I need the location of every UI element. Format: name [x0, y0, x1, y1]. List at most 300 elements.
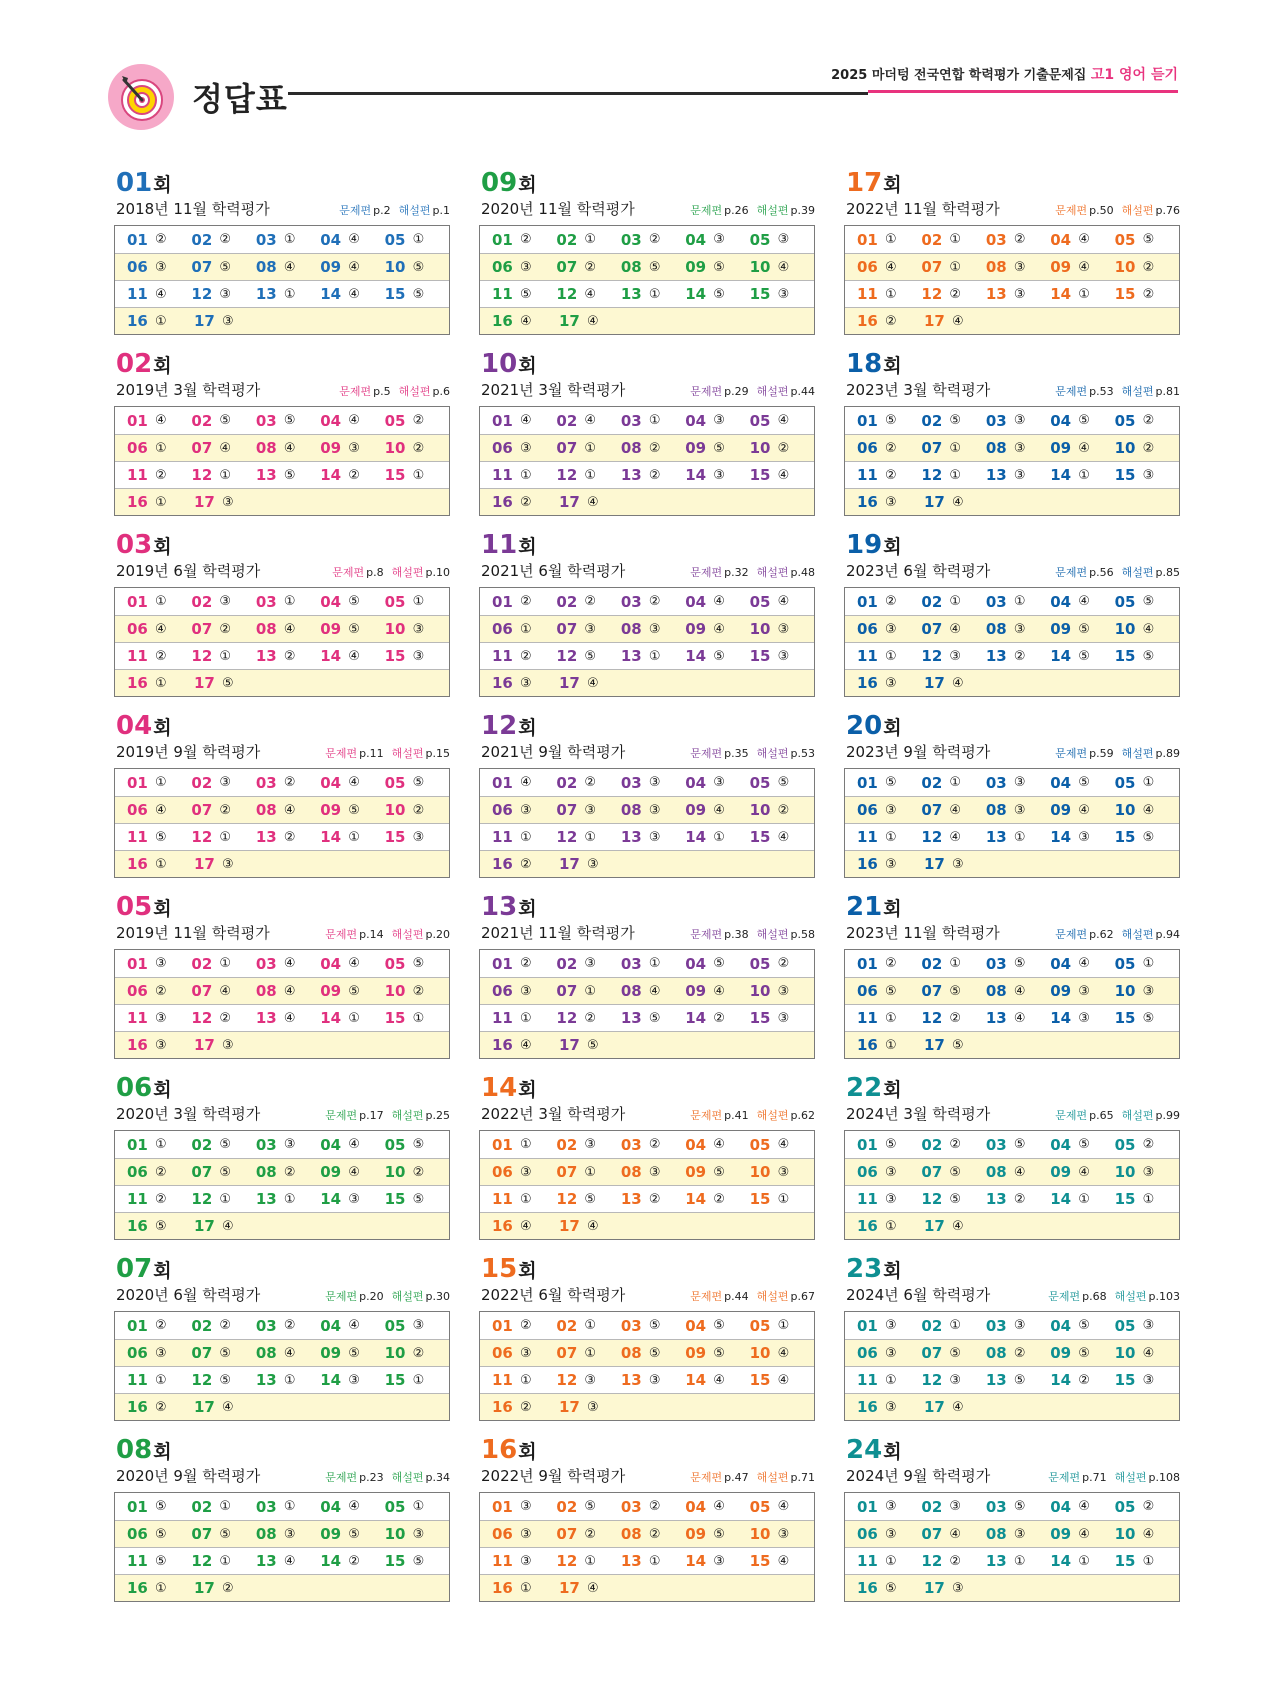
- answer-choice: ③: [648, 802, 661, 818]
- page-references: [690, 745, 815, 761]
- block-heading: [116, 711, 172, 741]
- problem-page: p.68: [1082, 1290, 1107, 1303]
- answer-choice: ③: [584, 802, 597, 818]
- answer-cell: [857, 493, 924, 511]
- answer-table: [479, 406, 815, 516]
- test-number-suffix: 회: [153, 355, 172, 377]
- question-number: 04: [1050, 1497, 1072, 1516]
- exam-title: 2024년 9월 학력평가: [846, 1467, 991, 1485]
- answer-cell: [857, 1552, 921, 1570]
- question-number: 15: [749, 828, 771, 846]
- question-number: 12: [191, 647, 213, 665]
- answer-cell: [556, 1552, 620, 1570]
- answer-choice: ③: [412, 648, 425, 664]
- answer-cell: [559, 855, 626, 873]
- answer-choice: ①: [885, 1010, 897, 1026]
- question-number: 02: [921, 1135, 943, 1154]
- answer-choice: ①: [219, 1191, 232, 1207]
- answer-cell: [256, 285, 320, 303]
- answer-choice: ③: [885, 1526, 897, 1542]
- page-references: [325, 745, 450, 761]
- answer-row: [845, 280, 1179, 307]
- question-number: 04: [1050, 411, 1072, 430]
- question-number: 14: [685, 1009, 707, 1027]
- answer-cell: [921, 593, 985, 611]
- question-number: 10: [384, 1525, 406, 1543]
- question-number: 17: [924, 493, 945, 511]
- question-number: 15: [1114, 828, 1136, 846]
- question-number: 17: [924, 312, 945, 330]
- answer-cell: [559, 312, 626, 330]
- question-number: 10: [749, 1344, 771, 1362]
- question-number: 02: [556, 592, 578, 611]
- answer-choice: ②: [155, 648, 167, 664]
- answer-choice: ④: [1013, 1010, 1026, 1026]
- problem-label: 문제편: [1055, 747, 1088, 760]
- answer-choice: ③: [1013, 802, 1026, 818]
- answer-cell: [492, 1525, 556, 1543]
- exam-title: 2021년 11월 학력평가: [481, 924, 635, 942]
- answer-choice: ③: [520, 675, 532, 691]
- question-number: 14: [685, 647, 707, 665]
- answer-choice: ②: [1142, 440, 1155, 456]
- question-number: 11: [127, 285, 148, 303]
- answer-row: [115, 1185, 449, 1212]
- answer-cell: [1050, 439, 1114, 457]
- question-number: 16: [127, 1217, 148, 1235]
- answer-cell: [1115, 620, 1179, 638]
- page-title: 정답표: [192, 80, 288, 118]
- answer-choice: ③: [1142, 467, 1155, 483]
- answer-choice: ①: [412, 1499, 425, 1514]
- answer-cell: [256, 801, 320, 819]
- answer-cell: [621, 258, 685, 276]
- answer-row: [115, 1004, 449, 1031]
- answer-cell: [986, 1163, 1050, 1181]
- answer-choice: ⑤: [1142, 829, 1155, 845]
- answer-cell: [556, 1009, 620, 1027]
- answer-choice: ①: [584, 1318, 597, 1333]
- answer-cell: [1050, 1163, 1114, 1181]
- answer-row: [115, 1339, 449, 1366]
- question-number: 08: [985, 1525, 1007, 1543]
- answer-choice: ②: [520, 494, 532, 510]
- answer-cell: [320, 1344, 384, 1362]
- question-number: 02: [556, 954, 578, 973]
- question-number: 03: [985, 411, 1007, 430]
- question-number: 08: [620, 258, 642, 276]
- answer-cell: [621, 1371, 685, 1389]
- question-number: 13: [255, 466, 277, 484]
- answer-cell: [492, 1552, 556, 1570]
- test-number-suffix: 회: [153, 898, 172, 920]
- answer-row: [845, 1574, 1179, 1601]
- answer-choice: ⑤: [155, 1218, 167, 1234]
- question-number: 17: [559, 1217, 580, 1235]
- test-number: 22: [846, 1073, 883, 1103]
- answer-choice: ③: [777, 1164, 790, 1180]
- answer-choice: ⑤: [155, 829, 167, 845]
- answer-choice: ③: [648, 1164, 661, 1180]
- question-number: 01: [127, 1316, 148, 1335]
- answer-choice: ⑤: [713, 1345, 725, 1361]
- answer-choice: ⑤: [949, 1191, 962, 1207]
- answer-choice: ③: [1013, 1526, 1026, 1542]
- question-number: 05: [1114, 1497, 1136, 1516]
- question-number: 08: [620, 439, 642, 457]
- answer-choice: ①: [1013, 594, 1026, 609]
- answer-cell: [986, 647, 1050, 665]
- question-number: 05: [384, 1135, 406, 1154]
- question-number: 02: [921, 773, 943, 792]
- answer-choice: ④: [648, 983, 661, 999]
- answer-cell: [621, 774, 685, 792]
- question-number: 02: [921, 592, 943, 611]
- answer-cell: [986, 955, 1050, 973]
- answer-table: [479, 1492, 815, 1602]
- question-number: 09: [685, 801, 707, 819]
- answer-cell: [685, 466, 749, 484]
- question-number: 06: [857, 258, 878, 276]
- question-number: 07: [921, 1344, 943, 1362]
- answer-choice: ②: [648, 232, 661, 247]
- test-number: 11: [481, 530, 518, 560]
- answer-cell: [921, 1498, 985, 1516]
- question-number: 15: [384, 466, 406, 484]
- answer-cell: [127, 1317, 191, 1335]
- answer-choice: ③: [222, 856, 234, 872]
- answer-cell: [1050, 828, 1114, 846]
- question-number: 16: [857, 1036, 878, 1054]
- question-number: 08: [985, 620, 1007, 638]
- block-heading: [481, 892, 537, 922]
- solution-page: p.48: [790, 566, 815, 579]
- answer-choice: ③: [520, 983, 532, 999]
- answer-row: [115, 669, 449, 696]
- answer-cell: [191, 982, 255, 1000]
- answer-row: [480, 1212, 814, 1239]
- answer-choice: ⑤: [1013, 1137, 1026, 1152]
- page-references: [690, 202, 815, 218]
- answer-row: [115, 1212, 449, 1239]
- answer-cell: [492, 1036, 559, 1054]
- answer-choice: ③: [222, 313, 234, 329]
- question-number: 02: [921, 1316, 943, 1335]
- question-number: 01: [492, 1135, 513, 1154]
- solution-label: 해설편: [756, 566, 789, 579]
- question-number: 15: [384, 1371, 406, 1389]
- answer-choice: ③: [885, 1191, 897, 1207]
- question-number: 13: [255, 1190, 277, 1208]
- answer-choice: ④: [777, 467, 790, 483]
- answer-cell: [921, 1525, 985, 1543]
- question-number: 02: [191, 773, 213, 792]
- answer-cell: [385, 1344, 449, 1362]
- answer-choice: ①: [1013, 829, 1026, 845]
- solution-page: p.99: [1155, 1109, 1180, 1122]
- answer-choice: ①: [520, 1372, 532, 1388]
- answer-cell: [685, 774, 749, 792]
- test-number: 01: [116, 168, 153, 198]
- answer-cell: [256, 439, 320, 457]
- answer-cell: [1050, 593, 1114, 611]
- test-number: 21: [846, 892, 883, 922]
- answer-cell: [385, 439, 449, 457]
- answer-cell: [621, 647, 685, 665]
- answer-choice: ④: [587, 494, 599, 510]
- answer-choice: ①: [283, 1191, 296, 1207]
- answer-row: [845, 1031, 1179, 1058]
- question-number: 02: [191, 592, 213, 611]
- question-number: 07: [191, 801, 213, 819]
- question-number: 17: [194, 312, 215, 330]
- question-number: 09: [320, 620, 342, 638]
- answer-choice: ⑤: [155, 1553, 167, 1569]
- answer-cell: [986, 439, 1050, 457]
- question-number: 01: [492, 1497, 513, 1516]
- answer-choice: ⑤: [713, 1164, 725, 1180]
- answer-cell: [685, 1344, 749, 1362]
- answer-cell: [685, 1525, 749, 1543]
- answer-choice: ③: [584, 956, 597, 971]
- answer-choice: ⑤: [584, 1499, 597, 1514]
- answer-cell: [191, 1344, 255, 1362]
- solution-page: p.34: [425, 1471, 450, 1484]
- answer-choice: ④: [1078, 594, 1090, 609]
- answer-cell: [986, 466, 1050, 484]
- question-number: 17: [559, 493, 580, 511]
- answer-choice: ④: [949, 1526, 962, 1542]
- answer-choice: ③: [520, 440, 532, 456]
- problem-label: 문제편: [690, 385, 723, 398]
- answer-row: [480, 1158, 814, 1185]
- answer-choice: ①: [520, 621, 532, 637]
- answer-cell: [857, 982, 921, 1000]
- question-number: 12: [921, 1009, 943, 1027]
- question-number: 11: [857, 1371, 878, 1389]
- page-references: [325, 926, 450, 942]
- answer-row: [480, 769, 814, 796]
- answer-cell: [492, 1217, 559, 1235]
- answer-cell: [256, 412, 320, 430]
- answer-cell: [492, 674, 559, 692]
- answer-choice: ①: [348, 829, 360, 845]
- answer-choice: ④: [952, 494, 964, 510]
- answer-cell: [320, 258, 384, 276]
- question-number: 07: [556, 1163, 578, 1181]
- question-number: 15: [384, 828, 406, 846]
- book-title-prefix: 2025 마더텅 전국연합 학력평가 기출문제집: [831, 68, 1087, 83]
- question-number: 05: [384, 230, 406, 249]
- answer-cell: [1050, 1190, 1114, 1208]
- question-number: 06: [857, 439, 878, 457]
- question-number: 11: [127, 1371, 148, 1389]
- answer-choice: ③: [520, 1526, 532, 1542]
- answer-cell: [492, 1398, 559, 1416]
- answer-choice: ④: [1142, 621, 1155, 637]
- answer-choice: ③: [885, 1318, 897, 1333]
- answer-choice: ⑤: [412, 1553, 425, 1569]
- question-number: 11: [857, 1009, 878, 1027]
- answer-choice: ②: [885, 313, 897, 329]
- answer-cell: [621, 1009, 685, 1027]
- problem-page: p.17: [359, 1109, 384, 1122]
- page-references: [1055, 202, 1180, 218]
- solution-label: 해설편: [756, 928, 789, 941]
- test-number: 18: [846, 349, 883, 379]
- answer-cell: [857, 1371, 921, 1389]
- question-number: 02: [921, 954, 943, 973]
- answer-row: [480, 1574, 814, 1601]
- answer-cell: [320, 1136, 384, 1154]
- answer-cell: [191, 466, 255, 484]
- question-number: 05: [1114, 1135, 1136, 1154]
- answer-cell: [492, 231, 556, 249]
- answer-cell: [750, 1163, 814, 1181]
- answer-cell: [986, 1136, 1050, 1154]
- page-references: [332, 564, 450, 580]
- answer-choice: ③: [885, 1164, 897, 1180]
- question-number: 12: [556, 1552, 578, 1570]
- exam-title: 2023년 11월 학력평가: [846, 924, 1000, 942]
- question-number: 07: [921, 982, 943, 1000]
- question-number: 15: [1114, 285, 1136, 303]
- exam-title: 2019년 11월 학력평가: [116, 924, 270, 942]
- answer-cell: [320, 1552, 384, 1570]
- answer-cell: [986, 620, 1050, 638]
- question-number: 16: [857, 855, 878, 873]
- question-number: 08: [985, 1344, 1007, 1362]
- question-number: 01: [127, 411, 148, 430]
- answer-choice: ②: [412, 983, 425, 999]
- question-number: 01: [127, 230, 148, 249]
- question-number: 14: [1050, 1552, 1072, 1570]
- answer-choice: ④: [348, 413, 360, 428]
- solution-label: 해설편: [391, 1109, 424, 1122]
- answer-choice: ①: [885, 648, 897, 664]
- question-number: 02: [556, 411, 578, 430]
- answer-cell: [127, 412, 191, 430]
- solution-label: 해설편: [756, 1290, 789, 1303]
- answer-choice: ③: [348, 1191, 360, 1207]
- answer-cell: [986, 258, 1050, 276]
- page-references: [1055, 564, 1180, 580]
- answer-cell: [256, 1009, 320, 1027]
- question-number: 07: [921, 1163, 943, 1181]
- answer-choice: ①: [219, 1553, 232, 1569]
- question-number: 09: [685, 620, 707, 638]
- answer-choice: ④: [348, 1137, 360, 1152]
- answer-cell: [1115, 1371, 1179, 1389]
- answer-choice: ⑤: [283, 467, 296, 483]
- answer-cell: [320, 285, 384, 303]
- answer-cell: [685, 231, 749, 249]
- answer-choice: ②: [520, 232, 532, 247]
- answer-choice: ①: [885, 1553, 897, 1569]
- question-number: 05: [1114, 592, 1136, 611]
- answer-choice: ①: [1078, 1553, 1090, 1569]
- answer-choice: ①: [713, 829, 725, 845]
- answer-choice: ①: [412, 1372, 425, 1388]
- answer-cell: [857, 1398, 924, 1416]
- question-number: 14: [320, 828, 342, 846]
- answer-choice: ①: [584, 440, 597, 456]
- question-number: 16: [127, 1579, 148, 1597]
- answer-row: [845, 1131, 1179, 1158]
- question-number: 14: [320, 1371, 342, 1389]
- answer-row: [480, 1131, 814, 1158]
- answer-choice: ②: [777, 956, 790, 971]
- answer-cell: [685, 1317, 749, 1335]
- answer-table: [114, 949, 450, 1059]
- question-number: 09: [1050, 801, 1072, 819]
- question-number: 16: [857, 312, 878, 330]
- answer-choice: ④: [885, 259, 897, 275]
- answer-block: [114, 530, 450, 700]
- question-number: 12: [556, 466, 578, 484]
- answer-choice: ②: [584, 775, 597, 790]
- answer-row: [115, 615, 449, 642]
- answer-table: [844, 1130, 1180, 1240]
- answer-cell: [750, 593, 814, 611]
- test-number-suffix: 회: [153, 1260, 172, 1282]
- question-number: 01: [492, 592, 513, 611]
- question-number: 09: [1050, 258, 1072, 276]
- answer-row: [845, 488, 1179, 515]
- answer-cell: [385, 801, 449, 819]
- question-number: 05: [749, 1497, 771, 1516]
- answer-cell: [191, 1009, 255, 1027]
- answer-row: [115, 769, 449, 796]
- question-number: 06: [492, 1525, 513, 1543]
- answer-choice: ⑤: [1078, 621, 1090, 637]
- question-number: 09: [685, 1344, 707, 1362]
- answer-choice: ②: [283, 1164, 296, 1180]
- answer-cell: [750, 828, 814, 846]
- question-number: 07: [921, 439, 943, 457]
- question-number: 04: [685, 954, 707, 973]
- answer-cell: [750, 1552, 814, 1570]
- answer-cell: [492, 312, 559, 330]
- answer-choice: ④: [348, 1318, 360, 1333]
- question-number: 11: [857, 1552, 878, 1570]
- block-heading: [846, 1435, 902, 1465]
- question-number: 17: [194, 1217, 215, 1235]
- question-number: 05: [1114, 773, 1136, 792]
- answer-row: [115, 461, 449, 488]
- answer-choice: ③: [520, 1164, 532, 1180]
- question-number: 15: [1114, 647, 1136, 665]
- answer-choice: ①: [520, 829, 532, 845]
- answer-choice: ②: [520, 1399, 532, 1415]
- question-number: 16: [492, 674, 513, 692]
- question-number: 17: [194, 1579, 215, 1597]
- answer-cell: [750, 285, 814, 303]
- answer-choice: ①: [648, 286, 661, 302]
- answer-cell: [1115, 593, 1179, 611]
- answer-choice: ②: [713, 1191, 725, 1207]
- problem-label: 문제편: [690, 1290, 723, 1303]
- question-number: 12: [191, 1009, 213, 1027]
- answer-cell: [127, 1009, 191, 1027]
- question-number: 01: [127, 1135, 148, 1154]
- question-number: 10: [749, 801, 771, 819]
- answer-cell: [986, 1344, 1050, 1362]
- answer-choice: ④: [1078, 259, 1090, 275]
- answer-block: [844, 168, 1180, 338]
- question-number: 13: [255, 1009, 277, 1027]
- question-number: 15: [384, 1552, 406, 1570]
